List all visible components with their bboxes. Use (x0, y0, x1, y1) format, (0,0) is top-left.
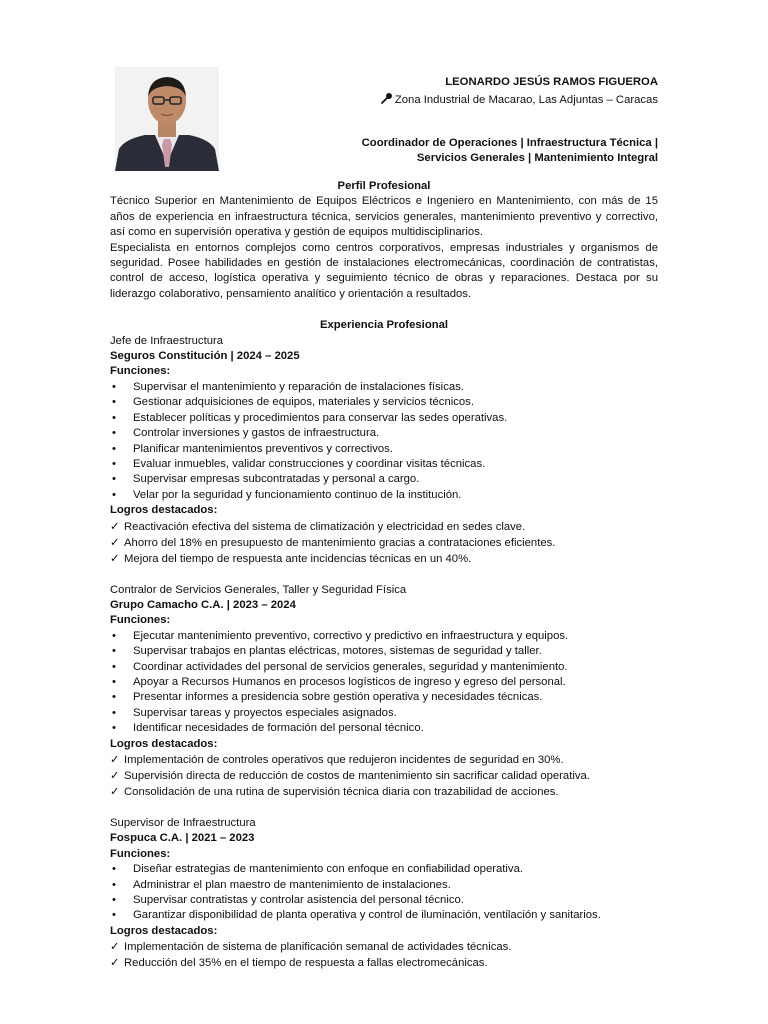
checkmark-icon: ✓ (110, 957, 120, 970)
function-text: Supervisar trabajos en plantas eléctricas, motores, sistemas de seguridad y taller. (133, 645, 542, 658)
checkmark-icon: ✓ (110, 786, 120, 798)
company-and-dates: Fospuca C.A. | 2021 – 2023 (110, 832, 255, 845)
function-text: Supervisar tareas y proyectos especiales asignados. (133, 706, 397, 719)
jobs-list (110, 334, 658, 972)
function-item (110, 908, 658, 923)
bullet-icon: • (112, 457, 116, 470)
bullet-icon: • (112, 863, 116, 876)
resume-body (110, 179, 658, 971)
function-item (110, 660, 658, 675)
checkmark-icon: ✓ (110, 754, 120, 766)
functions-list (110, 862, 658, 924)
job-entry (110, 334, 658, 567)
function-item (110, 380, 658, 395)
profile-section-title: Perfil Profesional (337, 180, 431, 192)
function-item (110, 411, 658, 426)
bullet-icon: • (112, 878, 116, 891)
achievements-list (110, 939, 658, 971)
functions-label: Funciones: (110, 847, 171, 860)
achievement-item (110, 752, 658, 768)
roles-line-1: Coordinador de Operaciones | Infraestructura Técnica | (361, 137, 658, 149)
checkmark-icon: ✓ (110, 941, 120, 954)
function-item (110, 893, 658, 908)
function-item (110, 442, 658, 457)
bullet-icon: • (112, 473, 116, 486)
function-item (110, 488, 658, 503)
function-text: Controlar inversiones y gastos de infraestructura. (133, 427, 380, 440)
function-text: Diseñar estrategias de mantenimiento con enfoque en confiabilidad operativa. (133, 863, 523, 876)
achievements-label: Logros destacados: (110, 504, 218, 517)
achievement-item (110, 955, 658, 971)
role-summary (362, 136, 658, 167)
bullet-icon: • (112, 645, 116, 658)
function-item (110, 457, 658, 472)
function-text: Supervisar contratistas y controlar asistencia del personal técnico. (133, 894, 464, 907)
function-text: Planificar mantenimientos preventivos y correctivos. (133, 442, 393, 455)
checkmark-icon: ✓ (110, 536, 120, 549)
function-item (110, 690, 658, 705)
bullet-icon: • (112, 411, 116, 424)
job-entry (110, 800, 658, 971)
function-item (110, 862, 658, 877)
checkmark-icon: ✓ (110, 552, 120, 565)
function-item (110, 629, 658, 644)
job-title: Jefe de Infraestructura (110, 334, 224, 347)
function-text: Garantizar disponibilidad de planta operativa y control de iluminación, ventilación y sanitarios. (133, 909, 601, 922)
achievement-text: Ahorro del 18% en presupuesto de mantenimiento gracias a contrataciones eficientes. (124, 536, 556, 549)
job-title: Supervisor de Infraestructura (110, 817, 256, 829)
address-line (381, 92, 658, 108)
function-text: Ejecutar mantenimiento preventivo, correctivo y predictivo en infraestructura y equipos. (133, 629, 569, 642)
achievement-item (110, 768, 658, 784)
function-item (110, 675, 658, 690)
bullet-icon: • (112, 909, 116, 922)
achievements-list (110, 752, 658, 800)
function-text: Apoyar a Recursos Humanos en procesos logísticos de ingreso y egreso del personal. (133, 675, 566, 688)
function-text: Velar por la seguridad y funcionamiento continuo de la institución. (133, 488, 462, 501)
bullet-icon: • (112, 629, 116, 642)
function-text: Supervisar el mantenimiento y reparación de instalaciones físicas. (133, 380, 464, 393)
bullet-icon: • (112, 427, 116, 440)
bullet-icon: • (112, 894, 116, 907)
functions-label: Funciones: (110, 614, 171, 627)
bullet-icon: • (112, 706, 116, 719)
header (381, 75, 658, 109)
functions-list (110, 380, 658, 503)
bullet-icon: • (112, 380, 116, 393)
function-text: Gestionar adquisiciones de equipos, materiales y servicios técnicos. (133, 396, 474, 409)
function-text: Establecer políticas y procedimientos para conservar las sedes operativas. (133, 411, 508, 424)
function-text: Coordinar actividades del personal de servicios generales, seguridad y mantenimiento. (133, 660, 568, 673)
profile-photo (115, 67, 219, 171)
achievement-item (110, 519, 658, 535)
functions-label: Funciones: (110, 365, 171, 378)
achievement-item (110, 535, 658, 551)
achievement-text: Reducción del 35% en el tiempo de respuesta a fallas electromecánicas. (124, 957, 488, 970)
bullet-icon: • (112, 396, 116, 409)
bullet-icon: • (112, 442, 116, 455)
company-and-dates: Grupo Camacho C.A. | 2023 – 2024 (110, 598, 296, 611)
function-item (110, 706, 658, 721)
address-text: Zona Industrial de Macarao, Las Adjuntas – Caracas (394, 94, 658, 107)
function-item (110, 878, 658, 893)
functions-list (110, 629, 658, 737)
function-item (110, 644, 658, 659)
achievement-text: Mejora del tiempo de respuesta ante incidencias técnicas en un 40%. (124, 552, 472, 565)
roles-line-2: Servicios Generales | Mantenimiento Integral (416, 152, 658, 165)
function-item (110, 395, 658, 410)
company-and-dates: Seguros Constitución | 2024 – 2025 (110, 350, 300, 363)
function-item (110, 721, 658, 736)
bullet-icon: • (112, 675, 116, 688)
job-title: Contralor de Servicios Generales, Taller y Seguridad Física (110, 583, 407, 596)
pin-icon (381, 92, 393, 104)
function-text: Administrar el plan maestro de mantenimiento de instalaciones. (133, 878, 451, 891)
function-text: Evaluar inmuebles, validar construcciones y coordinar visitas técnicas. (133, 457, 486, 470)
function-item (110, 472, 658, 487)
candidate-name: LEONARDO JESÚS RAMOS FIGUEROA (445, 76, 658, 88)
function-text: Identificar necesidades de formación del personal técnico. (133, 722, 424, 735)
bullet-icon: • (112, 722, 116, 735)
checkmark-icon: ✓ (110, 770, 120, 782)
achievement-item (110, 784, 658, 800)
bullet-icon: • (112, 488, 116, 501)
achievements-label: Logros destacados: (110, 737, 218, 750)
job-entry (110, 567, 658, 800)
bullet-icon: • (112, 691, 116, 704)
achievements-label: Logros destacados: (110, 924, 218, 937)
profile-paragraph-1: Técnico Superior en Mantenimiento de Equipos Eléctricos e Ingeniero en Mantenimiento, con más de 15 años de experiencia en infraestructura técnica, servicios generales, mantenimiento preventivo y correctivo, así como en supervisión operativa y gestión de equipos multidisciplinarios. (110, 195, 658, 239)
profile-paragraph-2: Especialista en entornos complejos como centros corporativos, empresas industriales y organismos de seguridad. Posee habilidades en gestión de instalaciones electromecánicas, coordinación de contratistas, control de acceso, logística operativa y seguimiento técnico de obras y reparaciones. Destaca por su liderazgo colaborativo, pensamiento analítico y orientación a resultados. (110, 241, 658, 300)
achievement-text: Implementación de controles operativos que redujeron incidentes de seguridad en 30%. (124, 754, 564, 766)
achievement-text: Supervisión directa de reducción de costos de mantenimiento sin sacrificar calidad operativa. (124, 770, 590, 782)
function-text: Supervisar empresas subcontratadas y personal a cargo. (133, 473, 420, 486)
function-text: Presentar informes a presidencia sobre gestión operativa y necesidades técnicas. (133, 691, 543, 704)
achievements-list (110, 519, 658, 567)
achievement-text: Implementación de sistema de planificación semanal de actividades técnicas. (124, 941, 512, 954)
achievement-item (110, 939, 658, 955)
bullet-icon: • (112, 660, 116, 673)
checkmark-icon: ✓ (110, 520, 120, 533)
achievement-text: Consolidación de una rutina de supervisión técnica diaria con trazabilidad de acciones. (124, 786, 559, 798)
experience-section-title: Experiencia Profesional (319, 319, 449, 332)
function-item (110, 426, 658, 441)
achievement-text: Reactivación efectiva del sistema de climatización y electricidad en sedes clave. (124, 520, 526, 533)
achievement-item (110, 551, 658, 567)
